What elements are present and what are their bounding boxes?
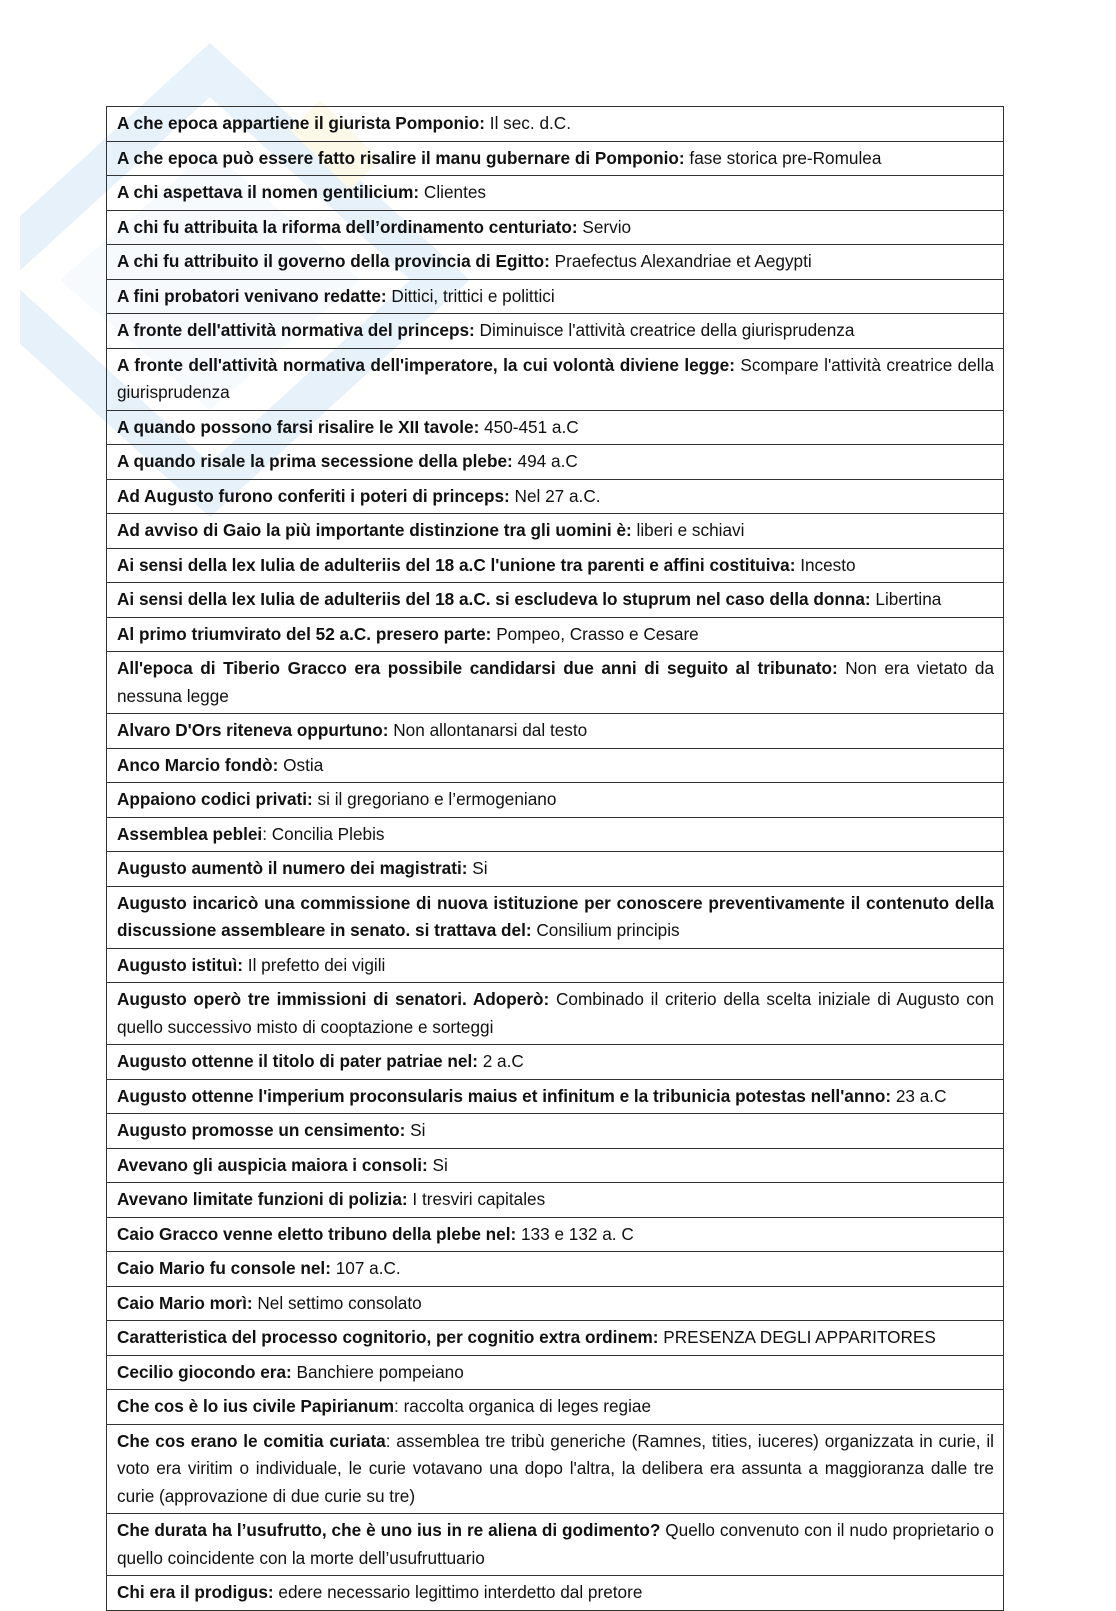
- question-text: A chi aspettava il nomen gentilicium:: [117, 182, 420, 202]
- question-text: Chi era il prodigus:: [117, 1582, 274, 1602]
- question-text: Augusto istituì:: [117, 954, 244, 975]
- qa-cell: [107, 107, 1004, 142]
- question-text: Ad avviso di Gaio la più importante distinzione tra gli uomini è:: [117, 520, 632, 540]
- table-row: [107, 1252, 1004, 1287]
- table-row: [107, 314, 1004, 349]
- question-text: Alvaro D'Ors riteneva oppurtuno:: [117, 720, 389, 740]
- answer-text: Il sec. d.C.: [485, 113, 571, 133]
- qa-cell: [107, 1286, 1004, 1321]
- question-text: Anco Marcio fondò:: [117, 754, 279, 775]
- table-row: [107, 107, 1004, 142]
- qa-cell: [107, 1079, 1004, 1114]
- question-text: A quando possono farsi risalire le XII tavole:: [117, 416, 480, 437]
- question-text: Augusto operò tre immissioni di senatori. Adoperò:: [117, 989, 550, 1009]
- answer-text: 107 a.C.: [330, 1258, 401, 1278]
- table-row: [107, 1114, 1004, 1149]
- qa-cell: [107, 817, 1004, 852]
- table-row: [107, 783, 1004, 818]
- qa-cell: [107, 314, 1004, 349]
- qa-cell: [107, 176, 1004, 211]
- question-text: Avevano gli auspicia maiora i consoli:: [117, 1154, 428, 1175]
- qa-table: [106, 106, 1004, 1611]
- qa-cell: [107, 886, 1004, 948]
- qa-cell: [107, 583, 1004, 618]
- table-row: [107, 583, 1004, 618]
- table-row: [107, 948, 1004, 983]
- answer-text: Si: [427, 1154, 448, 1175]
- table-row: [107, 410, 1004, 445]
- table-row: [107, 348, 1004, 410]
- qa-cell: [107, 141, 1004, 176]
- qa-cell: [107, 514, 1004, 549]
- answer-text: : Concilia Plebis: [262, 823, 385, 844]
- answer-text: 450-451 a.C: [479, 416, 579, 437]
- question-text: Ad Augusto furono conferiti i poteri di princeps:: [117, 485, 510, 506]
- question-text: A chi fu attribuito il governo della provincia di Egitto:: [117, 251, 550, 271]
- table-row: [107, 1355, 1004, 1390]
- question-text: A quando risale la prima secessione della plebe:: [117, 451, 513, 471]
- table-row: [107, 548, 1004, 583]
- table-row: [107, 1390, 1004, 1425]
- answer-text: Consilium principis: [531, 920, 680, 940]
- table-row: [107, 983, 1004, 1045]
- qa-cell: [107, 1183, 1004, 1218]
- question-text: A chi fu attribuita la riforma dell’ordinamento centuriato:: [117, 216, 578, 237]
- answer-text: fase storica pre-Romulea: [684, 147, 882, 168]
- qa-cell: [107, 983, 1004, 1045]
- answer-text: PRESENZA DEGLI APPARITORES: [658, 1327, 936, 1347]
- qa-cell: [107, 1217, 1004, 1252]
- table-row: [107, 1148, 1004, 1183]
- table-row: [107, 1079, 1004, 1114]
- answer-text: Non era vietato da nessuna legge: [117, 658, 995, 706]
- qa-cell: [107, 479, 1004, 514]
- answer-text: Diminuisce l'attività creatrice della giurisprudenza: [474, 320, 855, 340]
- answer-text: si il gregoriano e l’ermogeniano: [312, 789, 557, 809]
- answer-text: Si: [467, 858, 488, 878]
- table-row: [107, 1286, 1004, 1321]
- qa-cell: [107, 1355, 1004, 1390]
- answer-text: 2 a.C: [477, 1051, 524, 1071]
- answer-text: Pompeo, Crasso e Cesare: [491, 623, 699, 644]
- answer-text: 133 e 132 a. C: [516, 1223, 634, 1244]
- table-row: [107, 852, 1004, 887]
- qa-cell: [107, 1045, 1004, 1080]
- qa-cell: [107, 279, 1004, 314]
- answer-text: Clientes: [419, 182, 486, 202]
- qa-cell: [107, 1424, 1004, 1514]
- answer-text: Si: [405, 1120, 426, 1140]
- question-text: Augusto ottenne il titolo di pater patriae nel:: [117, 1051, 478, 1071]
- table-row: [107, 479, 1004, 514]
- answer-text: Dittici, trittici e polittici: [386, 285, 555, 306]
- answer-text: Non allontanarsi dal testo: [388, 720, 588, 740]
- table-row: [107, 617, 1004, 652]
- table-row: [107, 1514, 1004, 1576]
- table-row: [107, 1217, 1004, 1252]
- qa-cell: [107, 410, 1004, 445]
- question-text: Che cos erano le comitia curiata: [117, 1430, 386, 1451]
- qa-cell: [107, 714, 1004, 749]
- table-row: [107, 279, 1004, 314]
- question-text: Al primo triumvirato del 52 a.C. presero parte:: [117, 623, 492, 644]
- question-text: Augusto incaricò una commissione di nuova istituzione per conoscere preventivamente il contenuto della discussione assembleare in senato. si trattava del:: [117, 892, 994, 940]
- qa-cell: [107, 1148, 1004, 1183]
- answer-text: Combinado il criterio della scelta iniziale di Augusto con quello successivo misto di cooptazione e sorteggi: [117, 989, 994, 1037]
- question-text: A fini probatori venivano redatte:: [117, 285, 387, 306]
- answer-text: liberi e schiavi: [631, 520, 745, 540]
- qa-cell: [107, 748, 1004, 783]
- table-row: [107, 1045, 1004, 1080]
- answer-text: Servio: [577, 216, 632, 237]
- qa-cell: [107, 245, 1004, 280]
- table-row: [107, 714, 1004, 749]
- question-text: Ai sensi della lex Iulia de adulteriis del 18 a.C. si escludeva lo stuprum nel caso della donna:: [117, 589, 871, 609]
- qa-cell: [107, 445, 1004, 480]
- table-row: [107, 1321, 1004, 1356]
- table-row: [107, 445, 1004, 480]
- table-row: [107, 886, 1004, 948]
- table-row: [107, 210, 1004, 245]
- qa-table-body: [107, 107, 1004, 1611]
- answer-text: : assemblea tre tribù generiche (Ramnes, tities, iuceres) organizzata in curie, il voto era viritim o individuale, le curie votavano una dopo l'altra, la delibera era assunta a maggioranza dalle tre curie (approvazione di due curie su tre): [117, 1430, 994, 1506]
- question-text: A fronte dell'attività normativa del princeps:: [117, 320, 475, 340]
- answer-text: I tresviri capitales: [407, 1189, 546, 1209]
- answer-text: edere necessario legittimo interdetto dal pretore: [273, 1582, 643, 1602]
- answer-text: Nel 27 a.C.: [509, 485, 601, 506]
- qa-cell: [107, 1514, 1004, 1576]
- qa-cell: [107, 852, 1004, 887]
- qa-cell: [107, 948, 1004, 983]
- answer-text: Libertina: [870, 589, 942, 609]
- question-text: Caio Mario morì:: [117, 1292, 253, 1313]
- qa-cell: [107, 1321, 1004, 1356]
- question-text: Che cos è lo ius civile Papirianum: [117, 1396, 395, 1416]
- question-text: Appaiono codici privati:: [117, 789, 313, 809]
- table-row: [107, 652, 1004, 714]
- question-text: A che epoca appartiene il giurista Pomponio:: [117, 113, 486, 133]
- qa-cell: [107, 1576, 1004, 1611]
- question-text: A che epoca può essere fatto risalire il manu gubernare di Pomponio:: [117, 147, 685, 168]
- question-text: A fronte dell'attività normativa dell'imperatore, la cui volontà diviene legge:: [117, 354, 735, 375]
- table-row: [107, 748, 1004, 783]
- qa-cell: [107, 210, 1004, 245]
- answer-text: Nel settimo consolato: [252, 1292, 422, 1313]
- qa-cell: [107, 1390, 1004, 1425]
- table-row: [107, 245, 1004, 280]
- qa-cell: [107, 548, 1004, 583]
- answer-text: Quello convenuto con il nudo proprietario o quello coincidente con la morte dell’usufruttuario: [117, 1520, 994, 1568]
- question-text: Augusto promosse un censimento:: [117, 1120, 406, 1140]
- answer-text: Il prefetto dei vigili: [243, 954, 386, 975]
- question-text: Augusto ottenne l'imperium proconsularis maius et infinitum e la tribunicia potestas nell'anno:: [117, 1085, 892, 1106]
- question-text: Caratteristica del processo cognitorio, per cognitio extra ordinem:: [117, 1327, 659, 1347]
- table-row: [107, 1183, 1004, 1218]
- table-row: [107, 514, 1004, 549]
- qa-cell: [107, 348, 1004, 410]
- table-row: [107, 141, 1004, 176]
- question-text: Caio Mario fu console nel:: [117, 1258, 331, 1278]
- question-text: Avevano limitate funzioni di polizia:: [117, 1189, 408, 1209]
- answer-text: : raccolta organica di leges regiae: [394, 1396, 652, 1416]
- answer-text: 23 a.C: [891, 1085, 947, 1106]
- qa-cell: [107, 617, 1004, 652]
- qa-cell: [107, 1114, 1004, 1149]
- qa-cell: [107, 1252, 1004, 1287]
- question-text: Augusto aumentò il numero dei magistrati:: [117, 858, 468, 878]
- answer-text: 494 a.C: [512, 451, 578, 471]
- table-row: [107, 817, 1004, 852]
- question-text: Caio Gracco venne eletto tribuno della plebe nel:: [117, 1223, 517, 1244]
- question-text: Che durata ha l’usufrutto, che è uno ius in re aliena di godimento?: [117, 1520, 661, 1540]
- qa-cell: [107, 783, 1004, 818]
- question-text: All'epoca di Tiberio Gracco era possibile candidarsi due anni di seguito al tribunato:: [117, 658, 838, 678]
- question-text: Cecilio giocondo era:: [117, 1361, 292, 1382]
- table-row: [107, 1424, 1004, 1514]
- qa-cell: [107, 652, 1004, 714]
- answer-text: Ostia: [278, 754, 324, 775]
- answer-text: Incesto: [795, 554, 856, 575]
- table-row: [107, 1576, 1004, 1611]
- question-text: Ai sensi della lex Iulia de adulteriis del 18 a.C l'unione tra parenti e affini costituiva:: [117, 554, 796, 575]
- table-row: [107, 176, 1004, 211]
- answer-text: Scompare l'attività creatrice della giurisprudenza: [117, 354, 994, 402]
- answer-text: Banchiere pompeiano: [291, 1361, 464, 1382]
- question-text: Assemblea peblei: [117, 823, 263, 844]
- answer-text: Praefectus Alexandriae et Aegypti: [549, 251, 812, 271]
